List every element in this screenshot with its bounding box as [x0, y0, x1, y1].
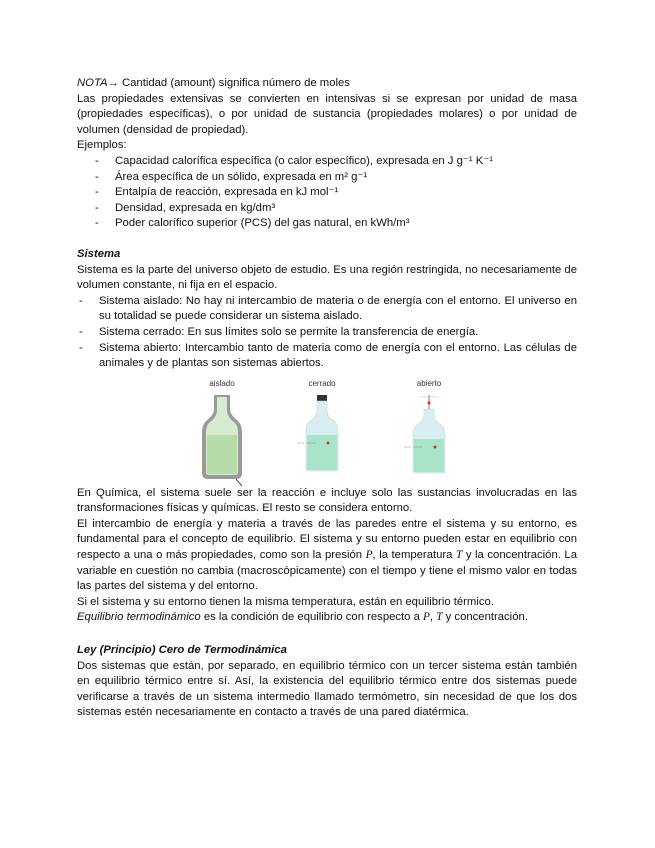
- intercambio-text-b: , la temperatura: [372, 549, 456, 562]
- sistema-types-list: [77, 294, 577, 372]
- intercambio-text-c: y la concentración. La variable en cuestión no cambia (macroscópicamente) con el tiempo y tiene el mismo valor en todas las partes del sistema y del entorno.: [77, 549, 577, 593]
- equilibrio-termodinamico-line: [77, 610, 577, 626]
- termo-separator: ,: [429, 611, 437, 624]
- sistema-type-item: - Sistema aislado: No hay ni intercambio de materia o de energía con el entorno. El universo en su totalidad se puede considerar un sistema aislado.: [77, 294, 577, 325]
- sistema-type-item: - Sistema abierto: Intercambio tanto de materia como de energía con el entorno. Las células de animales y de plantas son sistemas abiertos.: [77, 341, 577, 372]
- arrow-glyph: →: [107, 77, 119, 89]
- example-item: - Poder calorífico superior (PCS) del gas natural, en kWh/m³: [77, 216, 577, 232]
- ley-cero-heading: Ley (Principio) Cero de Termodinámica: [77, 644, 287, 657]
- pressure-symbol: P: [365, 549, 373, 562]
- termo-pressure-symbol: P: [423, 611, 430, 624]
- example-item: - Área específica de un sólido, expresada en m² g⁻¹: [77, 170, 577, 186]
- examples-title: Ejemplos:: [77, 139, 127, 152]
- example-item: - Capacidad calorífica específica (o calor específico), expresada en J g⁻¹ K⁻¹: [77, 154, 577, 170]
- misma-temperatura-line: Si el sistema y su entorno tienen la misma temperatura, están en equilibrio térmico.: [77, 595, 494, 608]
- note-line: [77, 76, 577, 92]
- example-item: - Densidad, expresada en kg/dm³: [77, 201, 577, 217]
- closed-system-figure: [292, 376, 352, 493]
- intro-paragraph: Las propiedades extensivas se convierten en intensivas si se expresan por unidad de masa (propiedades específicas), o por unidad de sustancia (propiedades molares) o por unidad de volumen (densidad de propiedad).: [77, 92, 577, 136]
- sistema-definition: Sistema es la parte del universo objeto de estudio. Es una región restringida, no necesariamente de volumen constante, ni fija en el espacio.: [77, 263, 577, 292]
- open-bottle-icon: [399, 391, 459, 487]
- isolated-bottle-icon: [192, 391, 252, 487]
- sistema-type-item: - Sistema cerrado: En sus límites solo se permite la transferencia de energía.: [77, 325, 577, 341]
- intercambio-text-a: El intercambio de energía y materia a través de las paredes entre el sistema y su entorno, es fundamental para el concepto de equilibrio. El sistema y su entorno pueden estar en equilibrio con respecto a una o más propiedades, como son la presión: [77, 517, 577, 562]
- closed-bottle-icon: [292, 391, 352, 487]
- termo-text-b: y concentración.: [442, 611, 528, 624]
- document-page: [77, 76, 577, 721]
- sistema-heading: Sistema: [77, 247, 121, 260]
- intercambio-paragraph: [77, 517, 577, 595]
- termo-text-a: es la condición de equilibrio con respecto a: [200, 611, 424, 624]
- termo-italic: Equilibrio termodinámico: [77, 611, 201, 624]
- note-text: Cantidad (amount) significa número de moles: [118, 77, 350, 89]
- example-item: - Entalpía de reacción, expresada en kJ mol⁻¹: [77, 185, 577, 201]
- isolated-system-figure: [192, 376, 252, 493]
- temperature-symbol: T: [456, 549, 463, 562]
- label-aislado: aislado: [209, 378, 235, 388]
- ley-cero-paragraph: Dos sistemas que están, por separado, en equilibrio térmico con un tercer sistema están también en equilibrio térmico entre sí. Así, la existencia del equilibrio térmico entre dos sistemas puede verificarse a través de un sistema intermedio llamado termómetro, sin necesidad de que los dos sistemas estén necesariamente en contacto a través de una pared diatérmica.: [77, 659, 577, 719]
- open-system-figure: [399, 376, 459, 493]
- examples-list: [77, 154, 577, 232]
- termo-temperature-symbol: T: [436, 611, 443, 624]
- label-abierto: abierto: [416, 378, 442, 388]
- systems-figure: [77, 376, 577, 486]
- quimica-paragraph: En Química, el sistema suele ser la reacción e incluye solo las sustancias involucradas en las transformaciones físicas y químicas. El resto se considera entorno.: [77, 486, 577, 515]
- label-cerrado: cerrado: [308, 378, 336, 388]
- note-prefix: NOTA: [77, 77, 108, 89]
